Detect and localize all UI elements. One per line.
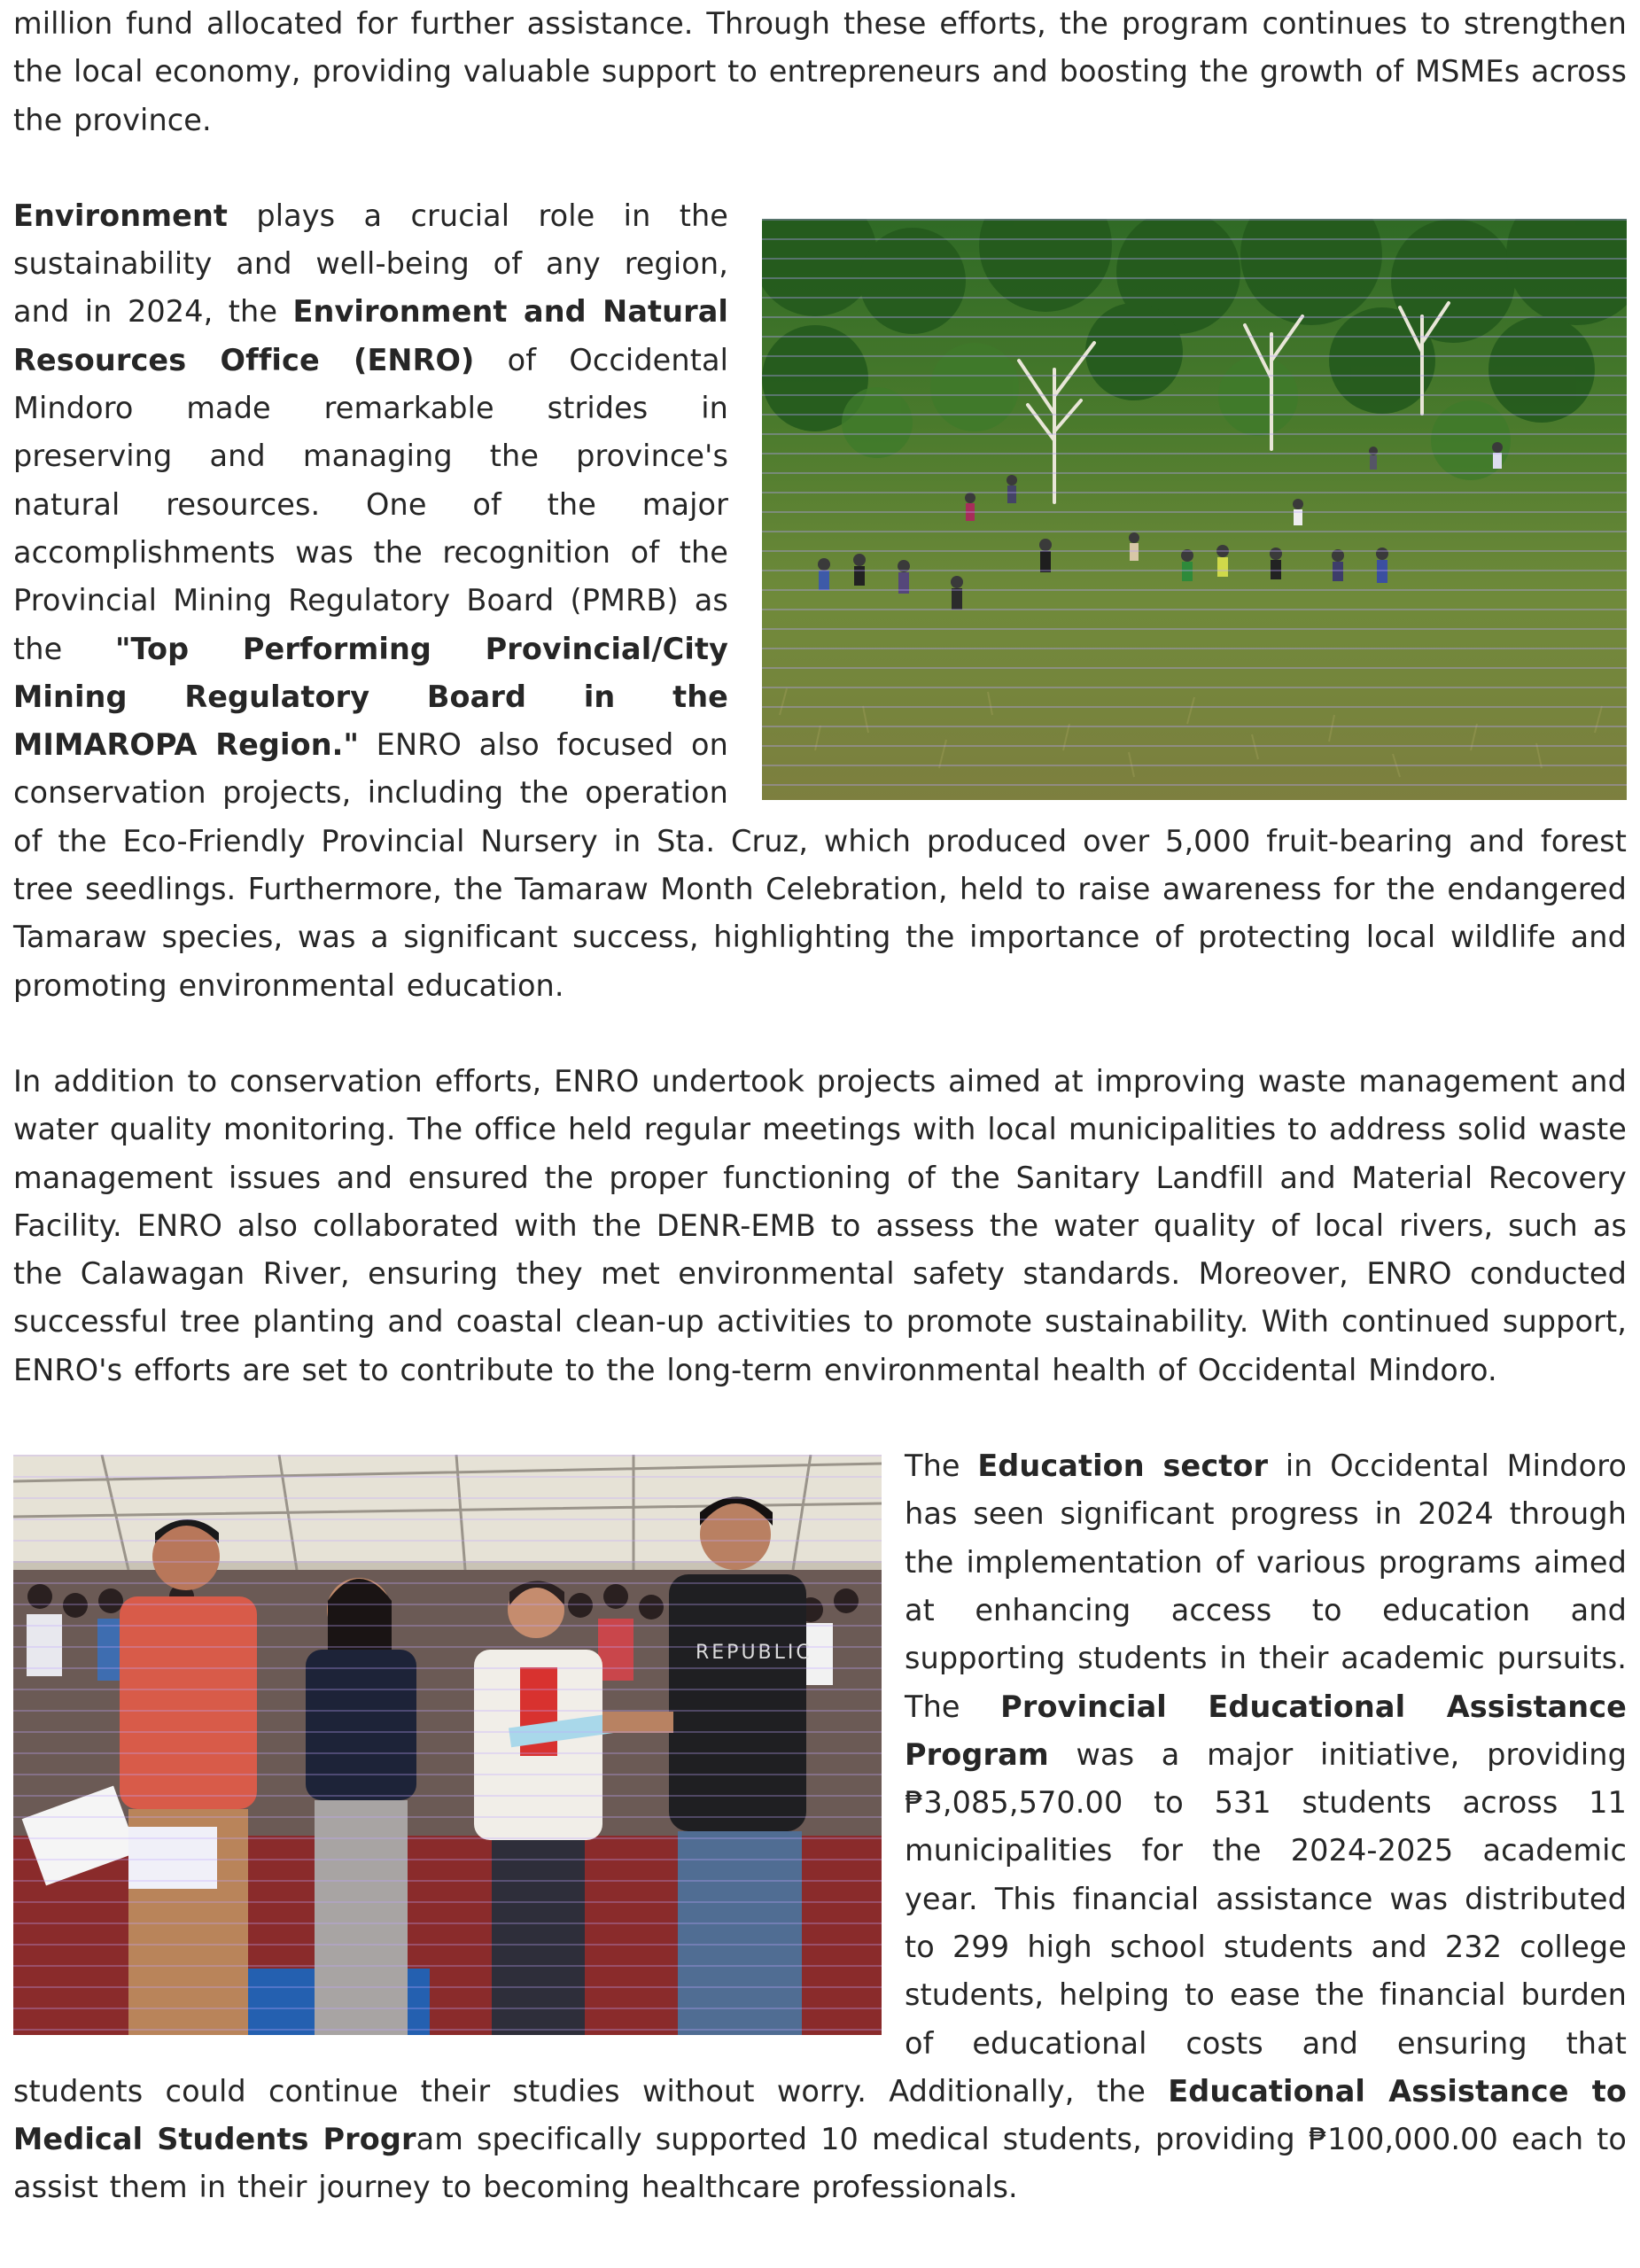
education-bold-1: Education sector — [977, 1449, 1269, 1484]
environment-bold-2: Environment and Natural Resources Office (ENRO) — [13, 294, 729, 377]
environment-text-3: ENRO also focused on conservation projects, including the operation of the Eco-Friendly Provincial Nursery in Sta. Cruz, which produced over 5,000 fruit-bearing and forest tree seedlings. Furthermore, the Tamaraw Month Celebration, held to raise awareness for the endangered Tamaraw species, was a significant success, highlighting the importance of protecting local wildlife and promoting environmental education. — [13, 727, 1627, 1003]
education-text-3: was a major initiative, providing ₱3,085,570.00 to 531 students across 11 municipalities for the 2024-2025 academic year. This financial assistance was distributed to 299 high school students and 232 college students, helping to ease the financial burden of educational costs and ensuring that students could continue their studies without worry. Additionally, the — [13, 1736, 1627, 2109]
environment-bold-1: Environment — [13, 198, 229, 233]
educational-assistance-photo — [13, 1455, 882, 2035]
education-text-1: The — [905, 1449, 978, 1484]
education-section — [13, 1442, 1627, 2212]
education-illustration — [13, 1455, 882, 2035]
waste-text: In addition to conservation efforts, ENRO undertook projects aimed at improving waste management and water quality monitoring. The office held regular meetings with local municipalities to address solid waste management issues and ensured the proper functioning of the Sanitary Landfill and Material Recovery Facility. ENRO also collaborated with the DENR-EMB to assess the water quality of local rivers, such as the Calawagan River, ensuring they met environmental safety standards. Moreover, ENRO conducted successful tree planting and coastal clean-up activities to promote sustainability. With continued support, ENRO's efforts are set to contribute to the long-term environmental health of Occidental Mindoro. — [13, 1063, 1627, 1387]
education-text-2: in Occidental Mindoro has seen significant progress in 2024 through the implementation of various programs aimed at enhancing access to education and supporting students in their academic pursuits. The — [905, 1449, 1628, 1724]
environment-text-1: plays a crucial role in the sustainability and well-being of any region, and in 2024, the — [13, 198, 728, 330]
environment-text-2: of Occidental Mindoro made remarkable strides in preserving and managing the province's natural resources. One of the major accomplishments was the recognition of the Provincial Mining Regulatory Board (PMRB) as the — [13, 342, 728, 666]
tree-planting-photo — [762, 219, 1627, 800]
environment-bold-3: "Top Performing Provincial/City Mining Regulatory Board in the MIMAROPA Region." — [13, 631, 728, 763]
waste-management-paragraph — [13, 1058, 1627, 1394]
intro-text: million fund allocated for further assistance. Through these efforts, the program continues to strengthen the local economy, providing valuable support to entrepreneurs and boosting the growth of MSMEs across the province. — [13, 6, 1627, 137]
education-bold-3: Educational Assistance to Medical Students Progr — [13, 2073, 1628, 2157]
education-bold-2: Provincial Educational Assistance Program — [905, 1689, 1628, 1772]
intro-paragraph — [13, 0, 1627, 144]
environment-section — [13, 192, 1627, 1010]
education-text-4: am specifically supported 10 medical students, providing ₱100,000.00 each to assist them in their journey to becoming healthcare professionals. — [13, 2122, 1627, 2205]
tree-planting-illustration — [762, 219, 1627, 800]
